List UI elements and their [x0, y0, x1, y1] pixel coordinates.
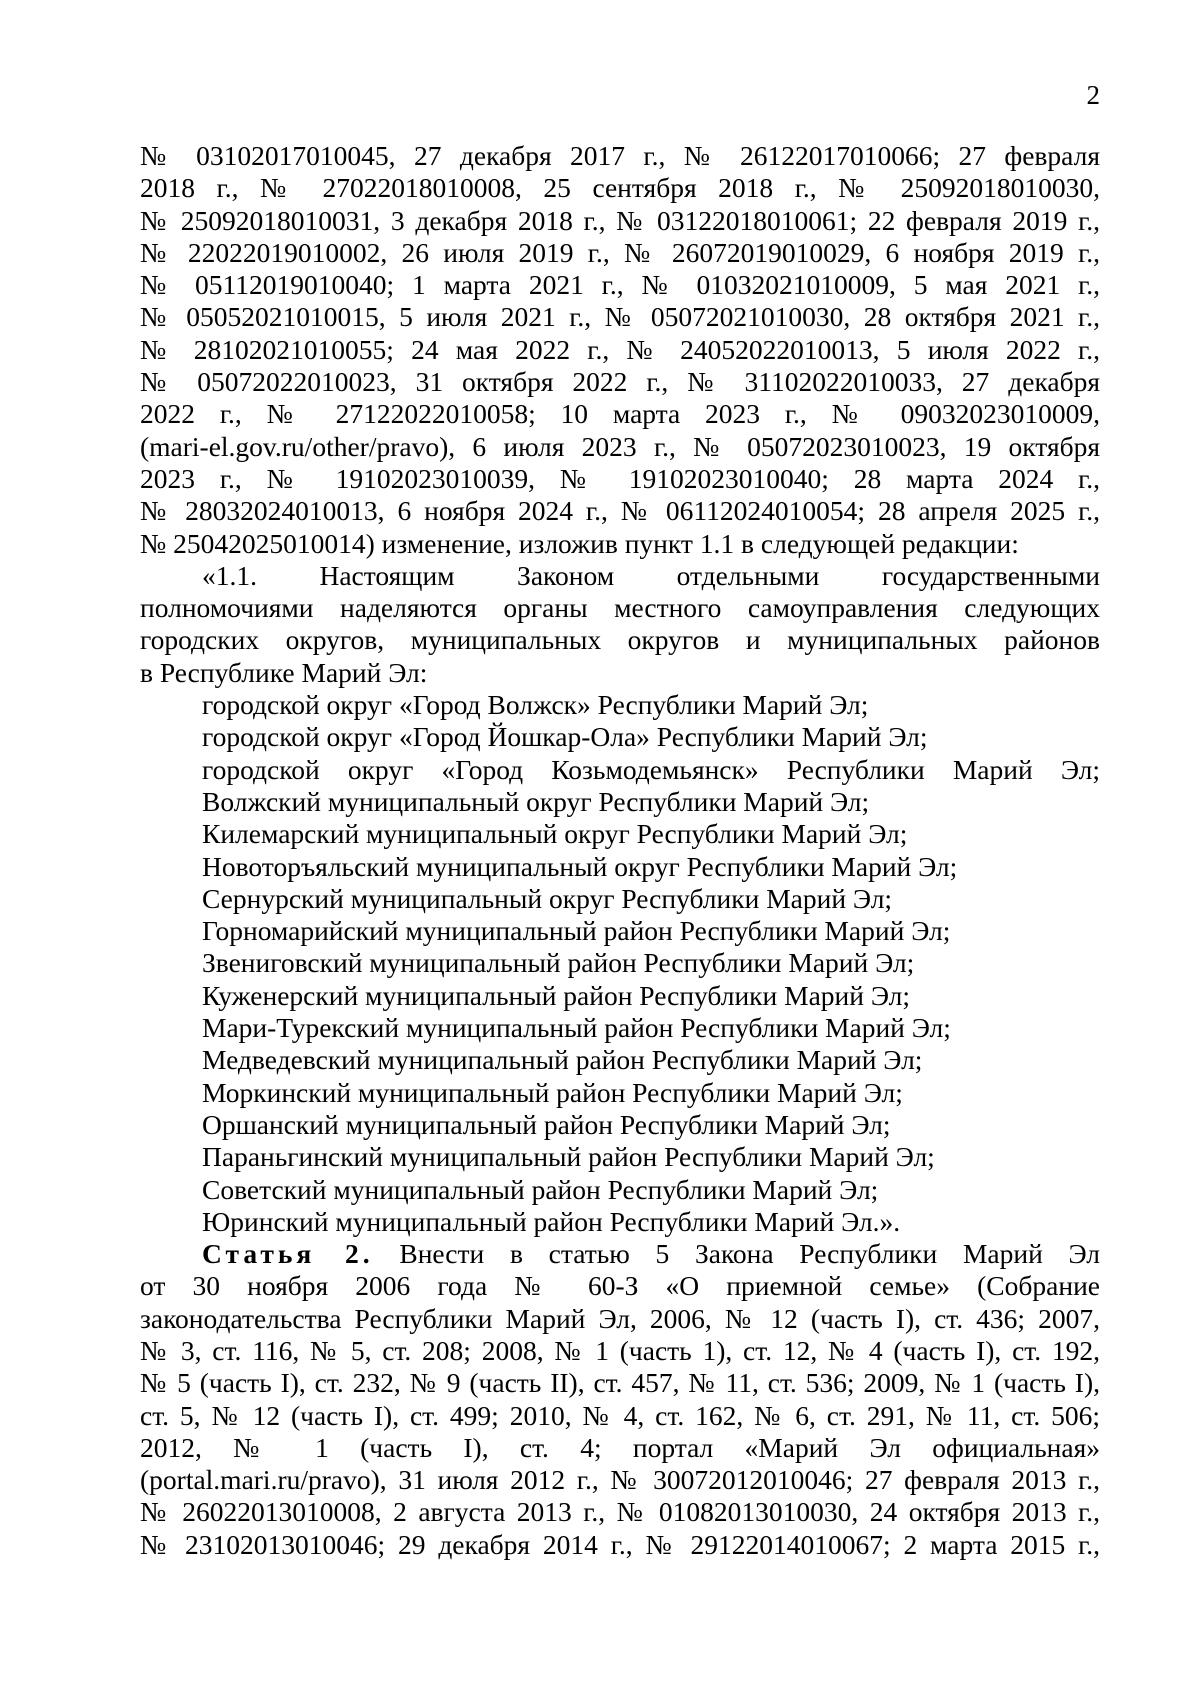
list-item: городской округ «Город Козьмодемьянск» Республики Марий Эл;: [202, 753, 1100, 785]
document-body: [140, 140, 1100, 1561]
article-heading: Статья 2.: [202, 1238, 374, 1270]
list-item: Юринский муниципальный район Республики Марий Эл.».: [202, 1205, 901, 1237]
text-line: 2022 г., № 27122022010058; 10 марта 2023 г., № 09032023010009,: [140, 398, 1100, 430]
text-line: № 28102021010055; 24 мая 2022 г., № 24052022010013, 5 июля 2022 г.,: [140, 333, 1100, 365]
text-line: № 05112019010040; 1 марта 2021 г., № 01032021010009, 5 мая 2021 г.,: [140, 269, 1100, 301]
list-item: Советский муниципальный район Республики Марий Эл;: [202, 1173, 879, 1205]
text-line: № 25092018010031, 3 декабря 2018 г., № 03122018010061; 22 февраля 2019 г.,: [140, 204, 1100, 236]
list-item: Горномарийский муниципальный район Республики Марий Эл;: [202, 915, 951, 947]
list-item: Звениговский муниципальный район Республики Марий Эл;: [202, 947, 915, 979]
text-line: № 5 (часть I), ст. 232, № 9 (часть II), ст. 457, № 11, ст. 536; 2009, № 1 (часть I),: [140, 1367, 1100, 1399]
text-line: № 28032024010013, 6 ноября 2024 г., № 06112024010054; 28 апреля 2025 г.,: [140, 495, 1100, 527]
article-text: Внести в статью 5 Закона Республики Марий Эл: [399, 1238, 1101, 1270]
list-item: Медведевский муниципальный район Республики Марий Эл;: [202, 1044, 923, 1076]
quoted-clause-line: «1.1. Настоящим Законом отдельными государственными: [202, 559, 1100, 591]
text-line: 2018 г., № 27022018010008, 25 сентября 2018 г., № 25092018010030,: [140, 172, 1100, 204]
text-line: (portal.mari.ru/pravo), 31 июля 2012 г., № 30072012010046; 27 февраля 2013 г.,: [140, 1464, 1100, 1496]
text-line: № 23102013010046; 29 декабря 2014 г., № 29122014010067; 2 марта 2015 г.,: [140, 1528, 1100, 1560]
text-line: № 03102017010045, 27 декабря 2017 г., № 26122017010066; 27 февраля: [140, 140, 1100, 171]
list-item: Сернурский муниципальный округ Республики Марий Эл;: [202, 882, 893, 914]
text-line: № 26022013010008, 2 августа 2013 г., № 01082013010030, 24 октября 2013 г.,: [140, 1496, 1100, 1528]
list-item: Мари-Турекский муниципальный район Республики Марий Эл;: [202, 1012, 951, 1044]
list-item: Килемарский муниципальный округ Республики Марий Эл;: [202, 818, 908, 850]
list-item: городской округ «Город Волжск» Республики Марий Эл;: [202, 689, 869, 721]
text-line: полномочиями наделяются органы местного самоуправления следующих: [140, 592, 1100, 624]
list-item: Параньгинский муниципальный район Республики Марий Эл;: [202, 1141, 935, 1173]
list-item: Оршанский муниципальный район Республики Марий Эл;: [202, 1108, 891, 1140]
text-line: от 30 ноября 2006 года № 60-З «О приемной семье» (Собрание: [140, 1270, 1100, 1302]
text-line: № 05072022010023, 31 октября 2022 г., № 31102022010033, 27 декабря: [140, 366, 1100, 398]
list-item: Моркинский муниципальный район Республики Марий Эл;: [202, 1076, 903, 1108]
text-line: законодательства Республики Марий Эл, 2006, № 12 (часть I), ст. 436; 2007,: [140, 1302, 1100, 1334]
text-line: городских округов, муниципальных округов и муниципальных районов: [140, 624, 1100, 656]
text-line: ст. 5, № 12 (часть I), ст. 499; 2010, № 4, ст. 162, № 6, ст. 291, № 11, ст. 506;: [140, 1399, 1100, 1431]
text-line: в Республике Марий Эл:: [140, 656, 428, 688]
list-item: Волжский муниципальный округ Республики Марий Эл;: [202, 785, 870, 817]
text-line: № 3, ст. 116, № 5, ст. 208; 2008, № 1 (часть 1), ст. 12, № 4 (часть I), ст. 192,: [140, 1334, 1100, 1366]
text-line: 2023 г., № 19102023010039, № 19102023010040; 28 марта 2024 г.,: [140, 462, 1100, 494]
article-2-line: [140, 1238, 1100, 1270]
text-line: № 22022019010002, 26 июля 2019 г., № 26072019010029, 6 ноября 2019 г.,: [140, 236, 1100, 268]
text-line: (mari-el.gov.ru/other/pravo), 6 июля 2023 г., № 05072023010023, 19 октября: [140, 430, 1100, 462]
list-item: Новоторъяльский муниципальный округ Республики Марий Эл;: [202, 850, 958, 882]
list-item: городской округ «Город Йошкар-Ола» Республики Марий Эл;: [202, 721, 928, 753]
text-line: № 25042025010014) изменение, изложив пункт 1.1 в следующей редакции:: [140, 527, 1019, 559]
page-number: 2: [1086, 80, 1100, 110]
text-line: 2012, № 1 (часть I), ст. 4; портал «Марий Эл официальная»: [140, 1431, 1100, 1463]
text-line: № 05052021010015, 5 июля 2021 г., № 05072021010030, 28 октября 2021 г.,: [140, 301, 1100, 333]
list-item: Куженерский муниципальный район Республики Марий Эл;: [202, 979, 911, 1011]
